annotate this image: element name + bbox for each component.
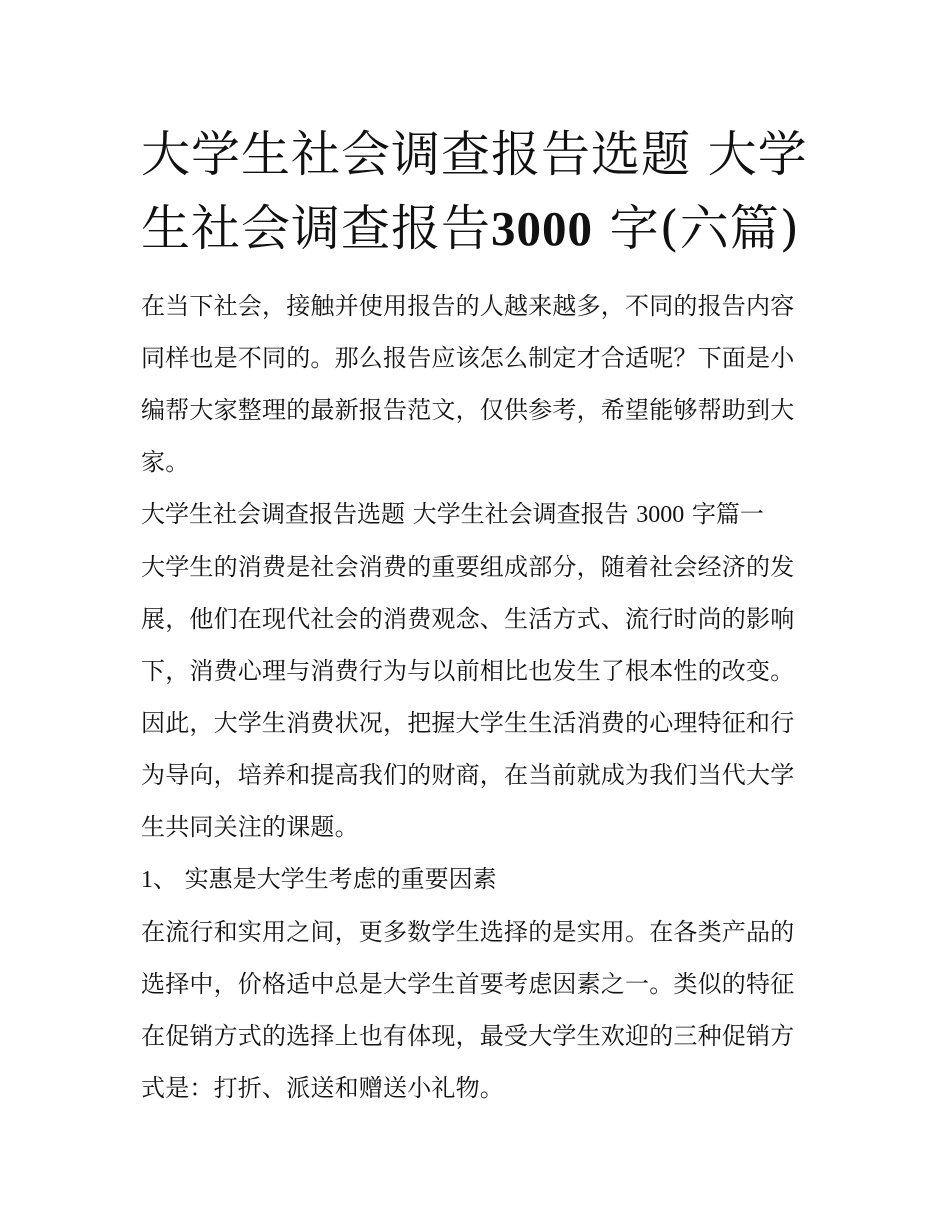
section-heading-part1: 大学生社会调查报告选题 大学生社会调查报告 [141,500,637,528]
title-text-part1: 大学生社会调查报告选题 大学生社会调查报告 [141,126,808,257]
point-number: 1、 [141,867,177,893]
section-heading-part2: 字篇一 [684,500,764,528]
document-page [141,118,813,1114]
point-heading-1 [141,853,813,906]
intro-paragraph: 在当下社会，接触并使用报告的人越来越多，不同的报告内容同样也是不同的。那么报告应该怎么制定才合适呢？下面是小编帮大家整理的最新报告范文，仅供参考，希望能够帮助到大家。 [141,292,795,476]
point-heading-text: 实惠是大学生考虑的重要因素 [177,865,497,893]
body-paragraph-2: 在流行和实用之间，更多数学生选择的是实用。在各类产品的选择中，价格适中总是大学生首要考虑因素之一。类似的特征在促销方式的选择上也有体现，最受大学生欢迎的三种促销方式是：打折、派送和赠送小礼物。 [141,918,795,1102]
section-heading [141,488,813,541]
section-heading-number: 3000 [636,502,685,528]
title-text-part2: 字(六篇) [593,200,800,257]
title-number: 3000 [491,201,594,256]
document-title [141,118,813,266]
body-paragraph-1: 大学生的消费是社会消费的重要组成部分，随着社会经济的发展，他们在现代社会的消费观念、生活方式、流行时尚的影响下，消费心理与消费行为与以前相比也发生了根本性的改变。因此，大学生消费状况，把握大学生生活消费的心理特征和行为导向，培养和提高我们的财商，在当前就成为我们当代大学生共同关注的课题。 [141,553,795,841]
